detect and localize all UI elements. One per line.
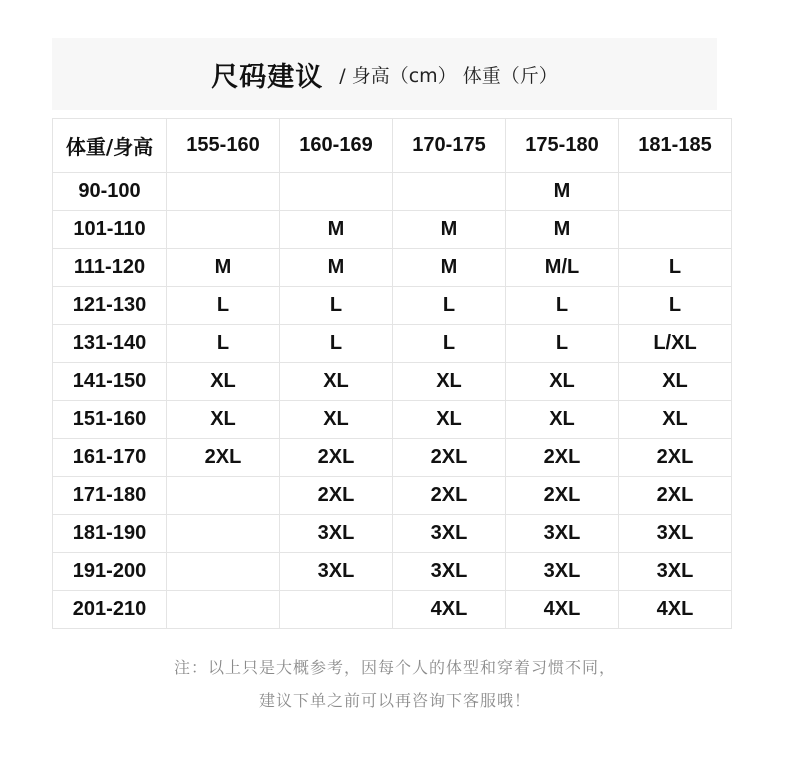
size-cell: L bbox=[506, 325, 619, 363]
table-row bbox=[53, 515, 732, 553]
page-title: 尺码建议 bbox=[211, 61, 324, 93]
size-cell: M bbox=[280, 211, 393, 249]
size-cell: XL bbox=[393, 363, 506, 401]
weight-range-cell: 161-170 bbox=[53, 439, 167, 477]
size-cell: L bbox=[393, 325, 506, 363]
size-cell: 4XL bbox=[619, 591, 732, 629]
weight-range-cell: 201-210 bbox=[53, 591, 167, 629]
table-row bbox=[53, 591, 732, 629]
height-column-header: 155-160 bbox=[167, 119, 280, 173]
size-cell bbox=[167, 173, 280, 211]
size-cell bbox=[167, 211, 280, 249]
size-cell: 2XL bbox=[619, 439, 732, 477]
page-subtitle: / 身高（cm） 体重（斤） bbox=[339, 64, 558, 87]
size-cell: M bbox=[506, 173, 619, 211]
weight-range-cell: 111-120 bbox=[53, 249, 167, 287]
size-cell: 2XL bbox=[506, 477, 619, 515]
size-cell bbox=[393, 173, 506, 211]
weight-range-cell: 141-150 bbox=[53, 363, 167, 401]
height-column-header: 160-169 bbox=[280, 119, 393, 173]
size-cell: M bbox=[393, 249, 506, 287]
size-cell: 3XL bbox=[506, 553, 619, 591]
table-row bbox=[53, 287, 732, 325]
size-chart-body bbox=[53, 119, 732, 629]
table-row bbox=[53, 249, 732, 287]
table-header-row bbox=[53, 119, 732, 173]
size-cell: 3XL bbox=[280, 553, 393, 591]
size-cell: L bbox=[506, 287, 619, 325]
table-row bbox=[53, 173, 732, 211]
size-cell: 2XL bbox=[393, 477, 506, 515]
weight-range-cell: 191-200 bbox=[53, 553, 167, 591]
size-cell: 2XL bbox=[280, 439, 393, 477]
size-cell bbox=[619, 173, 732, 211]
size-cell: 2XL bbox=[619, 477, 732, 515]
size-cell: 2XL bbox=[393, 439, 506, 477]
weight-range-cell: 101-110 bbox=[53, 211, 167, 249]
height-column-header: 170-175 bbox=[393, 119, 506, 173]
size-cell: M/L bbox=[506, 249, 619, 287]
size-cell bbox=[167, 515, 280, 553]
size-cell: 2XL bbox=[506, 439, 619, 477]
size-cell: XL bbox=[280, 401, 393, 439]
size-cell bbox=[167, 591, 280, 629]
weight-range-cell: 131-140 bbox=[53, 325, 167, 363]
size-cell: L/XL bbox=[619, 325, 732, 363]
size-cell bbox=[167, 553, 280, 591]
size-cell: M bbox=[167, 249, 280, 287]
size-cell: XL bbox=[506, 363, 619, 401]
size-cell bbox=[619, 211, 732, 249]
size-cell: L bbox=[619, 249, 732, 287]
size-cell: 3XL bbox=[506, 515, 619, 553]
size-cell: 4XL bbox=[393, 591, 506, 629]
size-cell: XL bbox=[506, 401, 619, 439]
weight-range-cell: 171-180 bbox=[53, 477, 167, 515]
weight-range-cell: 121-130 bbox=[53, 287, 167, 325]
table-row bbox=[53, 439, 732, 477]
table-row bbox=[53, 211, 732, 249]
size-cell: L bbox=[280, 325, 393, 363]
size-cell: L bbox=[619, 287, 732, 325]
size-cell: L bbox=[280, 287, 393, 325]
size-cell: M bbox=[393, 211, 506, 249]
size-cell: 3XL bbox=[393, 515, 506, 553]
size-cell: M bbox=[506, 211, 619, 249]
size-cell bbox=[280, 591, 393, 629]
size-cell: XL bbox=[393, 401, 506, 439]
size-cell: XL bbox=[619, 363, 732, 401]
size-cell: 2XL bbox=[167, 439, 280, 477]
size-cell: 3XL bbox=[280, 515, 393, 553]
height-column-header: 175-180 bbox=[506, 119, 619, 173]
table-row bbox=[53, 401, 732, 439]
size-cell: 3XL bbox=[619, 553, 732, 591]
corner-header: 体重/身高 bbox=[53, 119, 167, 173]
table-row bbox=[53, 325, 732, 363]
note-line-1: 注：以上只是大概参考，因每个人的体型和穿着习惯不同， bbox=[173, 658, 616, 677]
size-cell: M bbox=[280, 249, 393, 287]
size-cell: L bbox=[167, 325, 280, 363]
size-cell: 2XL bbox=[280, 477, 393, 515]
size-cell: XL bbox=[619, 401, 732, 439]
size-cell: 3XL bbox=[393, 553, 506, 591]
size-cell: XL bbox=[167, 401, 280, 439]
title-band bbox=[52, 38, 717, 110]
table-row bbox=[53, 477, 732, 515]
note-line-2: 建议下单之前可以再咨询下客服哦！ bbox=[258, 691, 531, 710]
size-cell: XL bbox=[167, 363, 280, 401]
size-cell: 3XL bbox=[619, 515, 732, 553]
table-row bbox=[53, 363, 732, 401]
weight-range-cell: 90-100 bbox=[53, 173, 167, 211]
size-cell: L bbox=[167, 287, 280, 325]
size-cell: 4XL bbox=[506, 591, 619, 629]
weight-range-cell: 151-160 bbox=[53, 401, 167, 439]
weight-range-cell: 181-190 bbox=[53, 515, 167, 553]
height-column-header: 181-185 bbox=[619, 119, 732, 173]
size-cell bbox=[167, 477, 280, 515]
size-chart-table bbox=[52, 118, 732, 629]
size-cell: XL bbox=[280, 363, 393, 401]
table-row bbox=[53, 553, 732, 591]
size-cell: L bbox=[393, 287, 506, 325]
size-cell bbox=[280, 173, 393, 211]
